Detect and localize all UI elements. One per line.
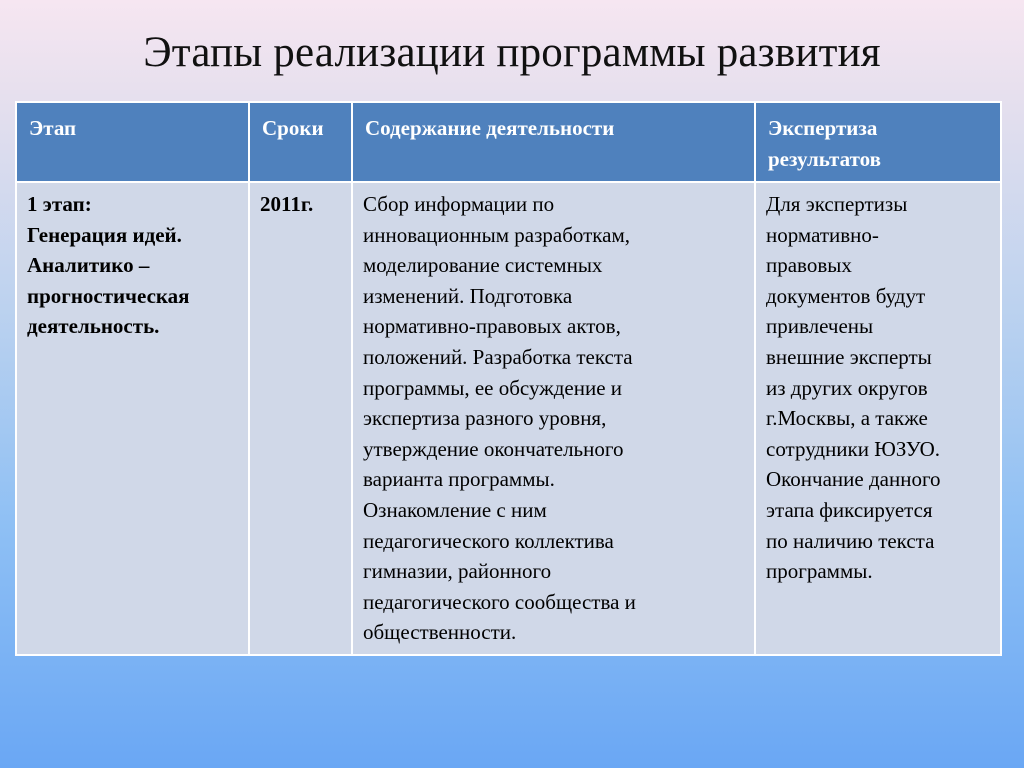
stage-line: 1 этап:: [27, 192, 92, 216]
expertise-line: из других округов: [766, 375, 928, 400]
cell-expertise: [755, 182, 1001, 655]
table-row: [16, 182, 1001, 655]
expertise-line: документов будут: [766, 283, 926, 308]
expertise-line: г.Москвы, а также: [766, 406, 928, 431]
expertise-line: правовых: [766, 253, 852, 278]
cell-period: 2011г.: [249, 182, 352, 655]
stages-table-container: [15, 101, 1000, 656]
expertise-line: внешние эксперты: [766, 344, 932, 369]
stages-table: [15, 101, 1002, 656]
content-line: моделирование системных: [363, 253, 603, 278]
table-header-row: [16, 102, 1001, 182]
cell-content: [352, 182, 755, 655]
content-line: педагогического сообщества и: [363, 589, 636, 614]
stage-line: деятельность.: [27, 314, 160, 339]
stage-line: Аналитико –: [27, 253, 150, 278]
content-line: изменений. Подготовка: [363, 283, 573, 308]
content-line: общественности.: [363, 620, 517, 645]
expertise-line: программы.: [766, 559, 873, 584]
content-line: утверждение окончательного: [363, 436, 624, 461]
slide-title: Этапы реализации программы развития: [143, 29, 881, 76]
content-line: положений. Разработка текста: [363, 344, 633, 369]
expertise-line: Для экспертизы: [766, 192, 908, 216]
content-line: гимназии, районного: [363, 559, 552, 584]
expertise-line: сотрудники ЮЗУО.: [766, 436, 941, 461]
expertise-line: нормативно-: [766, 222, 879, 247]
cell-stage: [16, 182, 249, 655]
header-period: Сроки: [249, 102, 352, 182]
content-line: нормативно-правовых актов,: [363, 314, 621, 339]
stage-line: прогностическая: [27, 283, 190, 308]
header-expertise: [755, 102, 1001, 182]
content-line: экспертиза разного уровня,: [363, 406, 607, 431]
expertise-line: Окончание данного: [766, 467, 941, 492]
expertise-line: привлечены: [766, 314, 874, 339]
content-line: Сбор информации по: [363, 192, 555, 216]
content-line: педагогического коллектива: [363, 528, 614, 553]
content-line: программы, ее обсуждение и: [363, 375, 623, 400]
content-line: варианта программы.: [363, 467, 555, 492]
header-content: Содержание деятельности: [352, 102, 755, 182]
header-expertise-line-1: Экспертиза результатов: [768, 116, 881, 171]
expertise-line: этапа фиксируется: [766, 497, 933, 522]
content-line: инновационным разработкам,: [363, 222, 631, 247]
header-stage: Этап: [16, 102, 249, 182]
stage-line: Генерация идей.: [27, 222, 182, 247]
content-line: Ознакомление с ним: [363, 497, 547, 522]
expertise-line: по наличию текста: [766, 528, 935, 553]
